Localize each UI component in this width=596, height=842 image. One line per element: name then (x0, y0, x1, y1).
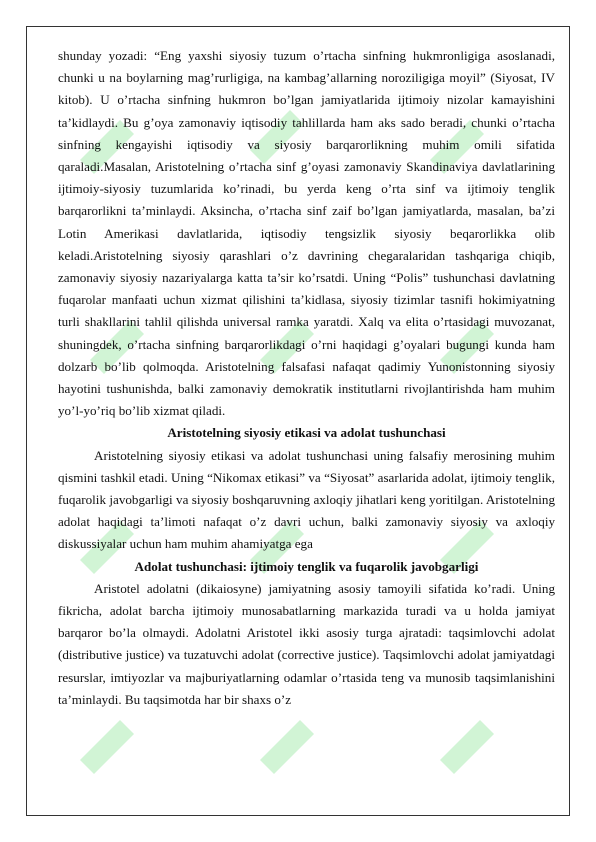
body-paragraph: Aristotelning siyosiy etikasi va adolat tushunchasi uning falsafiy merosining muhim qismini tashkil etadi. Uning “Nikomax etikasi” va “Siyosat” asarlarida adolat, ijtimoiy tenglik, fuqarolik javobgarligi va siyosiy boshqaruvning axloqiy jihatlari keng yoritilgan. Aristotelning adolat haqidagi ta’limoti nafaqat o’z davri uchun, balki zamonaviy siyosiy va axloqiy diskussiyalar uchun ham muhim ahamiyatga ega (58, 447, 555, 552)
section-heading: Aristotelning siyosiy etikasi va adolat tushunchasi (167, 425, 446, 441)
body-paragraph: Aristotel adolatni (dikaiosyne) jamiyatning asosiy tamoyili sifatida ko’radi. Uning fikricha, adolat barcha ijtimoiy munosabatlarning markazida turadi va u holda jamiyat barqaror bo’la olmaydi. Adolatni Aristotel ikki asosiy turga ajratadi: taqsimlovchi adolat (distributive justice) va tuzatuvchi adolat (corrective justice). Taqsimlovchi adolat jamiyatdagi resurslar, imtiyozlar va majburiyatlarning odamlar o’rtasida teng va munosib taqsimlanishini ta’minlaydi. Bu taqsimotda har bir shaxs o’z (58, 580, 555, 707)
body-paragraph: shunday yozadi: “Eng yaxshi siyosiy tuzum o’rtacha sinfning hukmronligiga asoslanadi, chunki u na boylarning mag’rurligiga, na kambag’allarning noroziligiga moyil” (Siyosat, IV kitob). U o’rtacha sinfning hukmron bo’lgan jamiyatlarida ijtimoiy nizolar kamayishini ta’kidlaydi. Bu g’oya zamonaviy iqtisodiy tahlillarda ham aks sado beradi, chunki o’rtacha sinfning kengayishi iqtisodiy va siyosiy barqarorlikning muhim omili sifatida qaraladi.Masalan, Aristotelning o’rtacha sinf g’oyasi zamonaviy Skandinaviya davlatlarining ijtimoiy-siyosiy tuzumlarida ko’rinadi, bu yerda keng o’rta sinf va ijtimoiy tenglik barqarorlikni ta’minlaydi. Aksincha, o’rtacha sinf zaif bo’lgan jamiyatlarda, masalan, ba’zi Lotin Amerikasi davlatlarida, iqtisodiy tengsizlik siyosiy beqarorlikka olib keladi.Aristotelning siyosiy qarashlari o’z davrining chegaralaridan tashqariga chiqib, zamonaviy siyosiy nazariyalarga katta ta’sir ko’rsatdi. Uning “Polis” tushunchasi davlatning fuqarolar manfaati uchun xizmat qilishini ta’kidlasa, siyosiy tizimlar tasnifi hokimiyatning turli shakllarini tahlil qilishda universal ramka yaratdi. Xalq va elita o’rtasidagi muvozanat, shuningdek, o’rtacha sinfning barqarorlikdagi o’rni haqidagi g’oyalari bugungi kunda ham dolzarb bo’lib qolmoqda. Aristotelning falsafasi nafaqat qadimiy Yunonistonning siyosiy hayotini tushunishda, balki zamonaviy demokratik institutlarni rivojlantirishda ham muhim yo’l-yo’riq bo’lib xizmat qiladi. (58, 48, 555, 419)
subsection-heading: Adolat tushunchasi: ijtimoiy tenglik va fuqarolik javobgarligi (134, 558, 479, 574)
document-body (58, 45, 555, 711)
